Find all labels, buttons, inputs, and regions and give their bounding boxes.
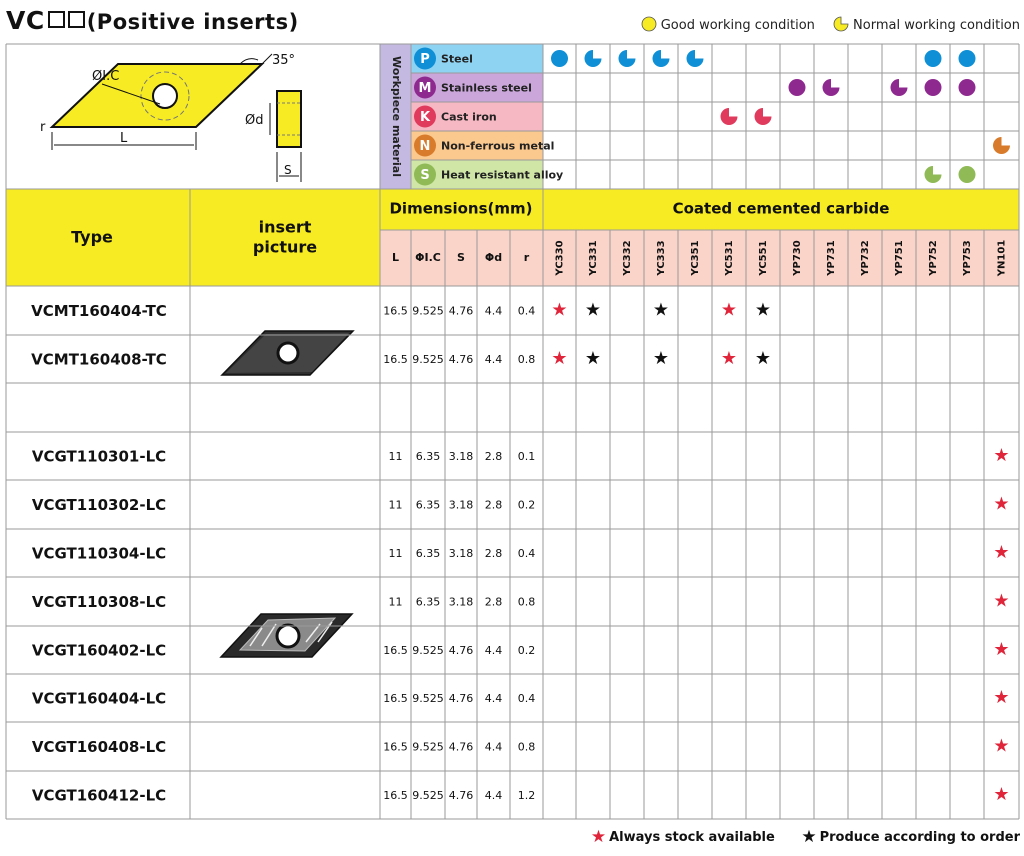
- dimension-cell: 4.4: [484, 692, 503, 705]
- grade-column-header: YP730: [792, 240, 803, 276]
- grade-column-header: YC551: [758, 240, 769, 276]
- dimension-cell: 6.35: [415, 547, 441, 560]
- dimension-cell: 2.8: [484, 450, 503, 463]
- insert-picture-lc: [221, 614, 352, 657]
- type-header-bg: [6, 189, 380, 286]
- grade-column-header: YC331: [588, 240, 599, 276]
- dimension-cell: 6.35: [415, 450, 441, 463]
- dimension-cell: 2.8: [484, 498, 503, 512]
- red-star-mark: ★: [993, 687, 1010, 708]
- normal-condition-mark: [687, 50, 704, 67]
- grade-column-header: YP751: [894, 240, 905, 276]
- normal-condition-mark: [585, 50, 602, 67]
- dim-column-header: r: [523, 251, 530, 264]
- picture-header-line1: insert: [258, 217, 312, 237]
- angle-label: 35°: [272, 53, 296, 68]
- dimension-cell: 11: [388, 547, 403, 560]
- dimension-cell: 4.76: [448, 644, 474, 657]
- dimension-cell: 11: [388, 498, 403, 512]
- dimension-cell: 0.4: [517, 692, 536, 705]
- good-condition-mark: [959, 79, 976, 96]
- good-condition-mark: [959, 50, 976, 67]
- dimension-cell: 4.76: [448, 789, 474, 802]
- dimensions-header: Dimensions(mm): [389, 199, 533, 218]
- dimension-cell: 0.4: [517, 547, 536, 560]
- dimension-cell: 9.525: [412, 304, 444, 318]
- dim-column-header: S: [457, 251, 465, 264]
- dim-column-header: L: [391, 251, 400, 264]
- dimension-cell: 3.18: [448, 498, 474, 512]
- dimension-cell: 4.76: [448, 353, 474, 366]
- dimension-cell: 3.18: [448, 595, 474, 609]
- dimension-cell: 3.18: [448, 547, 474, 560]
- dimension-cell: 6.35: [415, 595, 441, 609]
- red-star-mark: ★: [720, 299, 738, 321]
- page-title: VC (Positive inserts): [6, 6, 299, 35]
- dimension-cell: 4.4: [484, 740, 503, 754]
- grade-column-header: YC351: [690, 240, 701, 276]
- good-condition-mark: [959, 166, 976, 183]
- dimension-cell: 4.4: [484, 353, 503, 366]
- picture-header-line2: picture: [252, 237, 318, 257]
- dimension-cell: 9.525: [412, 789, 444, 802]
- type-cell: VCMT160408-TC: [31, 350, 167, 369]
- dimension-cell: 1.2: [517, 789, 536, 802]
- type-header: Type: [71, 227, 113, 247]
- black-star-mark: ★: [754, 348, 772, 369]
- normal-condition-mark: [993, 137, 1010, 154]
- good-condition-mark: [789, 79, 806, 96]
- normal-condition-mark: [721, 108, 738, 125]
- material-letter: S: [420, 168, 430, 183]
- normal-condition-mark: [823, 79, 840, 96]
- type-cell: VCGT110308-LC: [31, 593, 167, 611]
- dimension-cell: 4.76: [448, 740, 474, 754]
- grade-column-header: YP752: [928, 240, 939, 276]
- type-cell: VCMT160404-TC: [31, 302, 167, 320]
- dimension-cell: 9.525: [412, 353, 444, 366]
- dimension-cell: 4.4: [484, 304, 503, 318]
- thickness-label: S: [284, 163, 292, 177]
- grade-column-header: YP732: [860, 240, 871, 276]
- dimension-cell: 0.8: [517, 740, 536, 754]
- dim-column-header: Φd: [484, 251, 503, 264]
- type-cell: VCGT110304-LC: [31, 544, 167, 563]
- red-star-mark: ★: [720, 348, 738, 369]
- red-star-mark: ★: [551, 348, 568, 369]
- insert-diagram: [40, 53, 301, 182]
- red-star-mark: ★: [993, 735, 1010, 757]
- dimension-cell: 4.4: [484, 644, 503, 657]
- red-star-mark: ★: [993, 639, 1010, 660]
- page-subtitle: (Positive inserts): [86, 10, 299, 34]
- material-name: Stainless steel: [441, 81, 532, 95]
- good-condition-label: Good working condition: [660, 18, 815, 33]
- red-star-mark: ★: [993, 784, 1010, 805]
- dimension-cell: 4.76: [448, 304, 474, 318]
- radius-label: r: [40, 120, 46, 135]
- insert-picture-tc: [222, 331, 353, 375]
- material-name: Cast iron: [441, 110, 497, 124]
- grade-column-header: YC531: [724, 240, 735, 276]
- red-star-mark: ★: [551, 299, 568, 321]
- insert-hole-outline: [153, 84, 177, 108]
- grade-column-header: YC333: [656, 240, 667, 276]
- grade-column-header: YC330: [554, 240, 566, 276]
- dimension-cell: 4.4: [484, 789, 503, 802]
- dimension-cell: 16.5: [383, 740, 408, 754]
- dimension-cell: 16.5: [383, 644, 408, 657]
- dimension-cell: 6.35: [415, 498, 441, 512]
- dimension-cell: 9.525: [412, 644, 444, 657]
- dimension-cell: 0.2: [517, 498, 536, 512]
- dim-column-header: ΦI.C: [415, 251, 441, 264]
- normal-condition-mark: [653, 50, 670, 67]
- normal-condition-mark: [891, 79, 908, 96]
- red-star-mark: ★: [993, 542, 1010, 563]
- dimension-cell: 9.525: [412, 692, 444, 705]
- type-cell: VCGT160402-LC: [31, 641, 167, 660]
- black-star-icon: ★: [801, 827, 817, 847]
- dimension-cell: 0.8: [517, 595, 536, 609]
- black-star-mark: ★: [652, 348, 670, 369]
- dimension-cell: 0.2: [517, 644, 536, 657]
- produce-order-label: Produce according to order: [819, 830, 1020, 845]
- type-cell: VCGT110302-LC: [31, 496, 167, 514]
- normal-condition-label: Normal working condition: [853, 18, 1020, 33]
- dimension-cell: 3.18: [448, 450, 474, 463]
- insert-side-view: [277, 91, 301, 147]
- dimension-cell: 4.76: [448, 692, 474, 705]
- always-stock-label: Always stock available: [609, 830, 775, 845]
- black-star-mark: ★: [584, 348, 602, 369]
- type-cell: VCGT160404-LC: [31, 689, 167, 708]
- dimension-cell: 2.8: [484, 595, 503, 609]
- material-letter: N: [419, 139, 431, 154]
- material-letter: M: [418, 81, 432, 96]
- type-cell: VCGT110301-LC: [31, 447, 167, 466]
- material-letter: P: [420, 52, 430, 67]
- grade-column-header: YC332: [622, 240, 633, 276]
- length-label: L: [120, 131, 128, 146]
- dimension-cell: 9.525: [412, 740, 444, 754]
- red-star-mark: ★: [993, 493, 1010, 515]
- black-star-mark: ★: [754, 299, 772, 321]
- material-name: Heat resistant alloy: [441, 168, 564, 182]
- good-condition-mark: [925, 79, 942, 96]
- good-condition-mark: [551, 50, 568, 67]
- dimension-cell: 11: [388, 595, 403, 609]
- workpiece-material-label: Workpiece material: [390, 56, 403, 177]
- dimension-cell: 16.5: [383, 692, 408, 705]
- red-star-icon: ★: [590, 827, 607, 847]
- dimension-cell: 11: [388, 450, 403, 463]
- ic-label: ØI.C: [92, 69, 120, 84]
- dimension-cell: 0.1: [517, 450, 536, 463]
- black-star-mark: ★: [584, 299, 602, 321]
- dimension-cell: 16.5: [383, 304, 408, 318]
- coated-header: Coated cemented carbide: [672, 199, 890, 218]
- insert-pictures: [221, 331, 353, 657]
- grade-column-header: YN101: [996, 239, 1008, 277]
- good-condition-mark: [925, 50, 942, 67]
- grade-column-header: YP753: [962, 240, 973, 276]
- grade-column-header: YP731: [826, 240, 837, 276]
- dimension-cell: 2.8: [484, 547, 503, 560]
- red-star-mark: ★: [993, 445, 1010, 466]
- material-name: Non-ferrous metal: [441, 139, 555, 153]
- dimension-cell: 16.5: [383, 789, 408, 802]
- material-letter: K: [419, 110, 431, 125]
- normal-condition-mark: [619, 50, 636, 67]
- material-name: Steel: [441, 52, 473, 66]
- black-star-mark: ★: [652, 299, 670, 321]
- red-star-mark: ★: [993, 590, 1010, 612]
- dimension-cell: 16.5: [383, 353, 408, 366]
- type-cell: VCGT160408-LC: [31, 738, 167, 756]
- normal-condition-mark: [925, 166, 942, 183]
- normal-condition-mark: [755, 108, 772, 125]
- dimension-cell: 0.8: [517, 353, 536, 366]
- type-cell: VCGT160412-LC: [31, 786, 167, 805]
- hole-diameter-label: Ød: [245, 113, 264, 128]
- stock-legend: [591, 827, 1020, 847]
- dimension-cell: 0.4: [517, 304, 536, 318]
